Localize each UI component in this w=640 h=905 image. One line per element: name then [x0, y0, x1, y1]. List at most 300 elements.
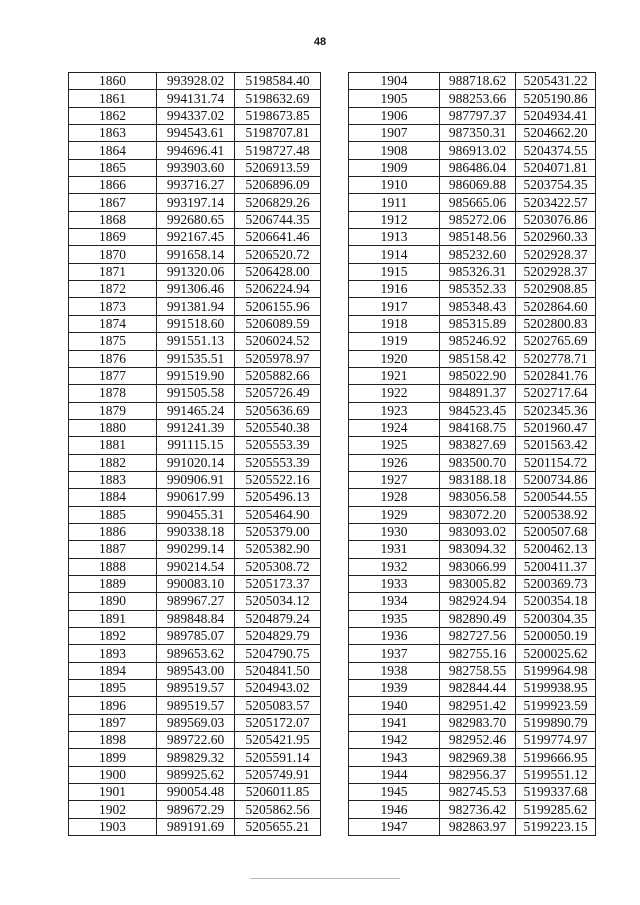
y-coordinate-cell: 5198707.81 — [235, 125, 321, 142]
x-coordinate-cell: 992167.45 — [157, 229, 235, 246]
point-number-cell: 1883 — [69, 471, 157, 488]
y-coordinate-cell: 5201563.42 — [516, 437, 596, 454]
x-coordinate-cell: 989191.69 — [157, 818, 235, 835]
y-coordinate-cell: 5202960.33 — [516, 229, 596, 246]
table-row — [349, 645, 596, 662]
point-number-cell: 1898 — [69, 732, 157, 749]
y-coordinate-cell: 5205591.14 — [235, 749, 321, 766]
table-row — [349, 229, 596, 246]
table-row — [349, 471, 596, 488]
x-coordinate-cell: 985148.56 — [440, 229, 516, 246]
point-number-cell: 1932 — [349, 558, 440, 575]
table-row — [69, 177, 321, 194]
x-coordinate-cell: 982983.70 — [440, 714, 516, 731]
point-number-cell: 1919 — [349, 333, 440, 350]
point-number-cell: 1878 — [69, 385, 157, 402]
x-coordinate-cell: 991658.14 — [157, 246, 235, 263]
y-coordinate-cell: 5206011.85 — [235, 784, 321, 801]
y-coordinate-cell: 5201154.72 — [516, 454, 596, 471]
table-row — [69, 489, 321, 506]
point-number-cell: 1924 — [349, 419, 440, 436]
x-coordinate-cell: 989829.32 — [157, 749, 235, 766]
x-coordinate-cell: 989967.27 — [157, 593, 235, 610]
table-row — [349, 437, 596, 454]
table-row — [69, 818, 321, 835]
y-coordinate-cell: 5200369.73 — [516, 575, 596, 592]
x-coordinate-cell: 989722.60 — [157, 732, 235, 749]
x-coordinate-cell: 983005.82 — [440, 575, 516, 592]
table-row — [69, 107, 321, 124]
x-coordinate-cell: 982924.94 — [440, 593, 516, 610]
x-coordinate-cell: 984891.37 — [440, 385, 516, 402]
table-row — [69, 801, 321, 818]
x-coordinate-cell: 982956.37 — [440, 766, 516, 783]
point-number-cell: 1923 — [349, 402, 440, 419]
x-coordinate-cell: 991320.06 — [157, 263, 235, 280]
table-row — [69, 645, 321, 662]
y-coordinate-cell: 5202778.71 — [516, 350, 596, 367]
point-number-cell: 1879 — [69, 402, 157, 419]
x-coordinate-cell: 989925.62 — [157, 766, 235, 783]
table-row — [69, 263, 321, 280]
table-left-body — [69, 73, 321, 836]
y-coordinate-cell: 5199337.68 — [516, 784, 596, 801]
x-coordinate-cell: 985158.42 — [440, 350, 516, 367]
x-coordinate-cell: 990299.14 — [157, 541, 235, 558]
point-number-cell: 1899 — [69, 749, 157, 766]
y-coordinate-cell: 5205172.07 — [235, 714, 321, 731]
y-coordinate-cell: 5203422.57 — [516, 194, 596, 211]
y-coordinate-cell: 5200462.13 — [516, 541, 596, 558]
x-coordinate-cell: 990214.54 — [157, 558, 235, 575]
table-row — [349, 350, 596, 367]
table-row — [69, 402, 321, 419]
y-coordinate-cell: 5198632.69 — [235, 90, 321, 107]
point-number-cell: 1872 — [69, 281, 157, 298]
y-coordinate-cell: 5202908.85 — [516, 281, 596, 298]
x-coordinate-cell: 991465.24 — [157, 402, 235, 419]
y-coordinate-cell: 5204829.79 — [235, 628, 321, 645]
table-row — [349, 454, 596, 471]
table-row — [69, 766, 321, 783]
table-row — [69, 471, 321, 488]
table-row — [69, 454, 321, 471]
table-row — [349, 142, 596, 159]
point-number-cell: 1888 — [69, 558, 157, 575]
table-row — [349, 489, 596, 506]
point-number-cell: 1890 — [69, 593, 157, 610]
y-coordinate-cell: 5206896.09 — [235, 177, 321, 194]
y-coordinate-cell: 5199964.98 — [516, 662, 596, 679]
point-number-cell: 1944 — [349, 766, 440, 783]
y-coordinate-cell: 5205083.57 — [235, 697, 321, 714]
point-number-cell: 1870 — [69, 246, 157, 263]
x-coordinate-cell: 990054.48 — [157, 784, 235, 801]
point-number-cell: 1947 — [349, 818, 440, 835]
x-coordinate-cell: 983066.99 — [440, 558, 516, 575]
table-row — [69, 680, 321, 697]
table-row — [349, 333, 596, 350]
x-coordinate-cell: 994543.61 — [157, 125, 235, 142]
x-coordinate-cell: 991115.15 — [157, 437, 235, 454]
x-coordinate-cell: 994337.02 — [157, 107, 235, 124]
y-coordinate-cell: 5205034.12 — [235, 593, 321, 610]
point-number-cell: 1910 — [349, 177, 440, 194]
table-row — [349, 784, 596, 801]
point-number-cell: 1860 — [69, 73, 157, 90]
x-coordinate-cell: 990906.91 — [157, 471, 235, 488]
y-coordinate-cell: 5200354.18 — [516, 593, 596, 610]
y-coordinate-cell: 5199223.15 — [516, 818, 596, 835]
table-row — [69, 541, 321, 558]
table-row — [349, 680, 596, 697]
point-number-cell: 1917 — [349, 298, 440, 315]
point-number-cell: 1867 — [69, 194, 157, 211]
point-number-cell: 1877 — [69, 367, 157, 384]
y-coordinate-cell: 5205553.39 — [235, 454, 321, 471]
x-coordinate-cell: 982844.44 — [440, 680, 516, 697]
y-coordinate-cell: 5202345.36 — [516, 402, 596, 419]
table-row — [349, 367, 596, 384]
point-number-cell: 1911 — [349, 194, 440, 211]
y-coordinate-cell: 5202928.37 — [516, 263, 596, 280]
x-coordinate-cell: 985315.89 — [440, 315, 516, 332]
coordinates-table-left — [68, 72, 321, 836]
point-number-cell: 1909 — [349, 159, 440, 176]
y-coordinate-cell: 5205173.37 — [235, 575, 321, 592]
page-number: 48 — [313, 36, 327, 48]
table-row — [69, 333, 321, 350]
point-number-cell: 1933 — [349, 575, 440, 592]
point-number-cell: 1874 — [69, 315, 157, 332]
y-coordinate-cell: 5205522.16 — [235, 471, 321, 488]
table-row — [69, 194, 321, 211]
x-coordinate-cell: 982951.42 — [440, 697, 516, 714]
table-row — [69, 575, 321, 592]
y-coordinate-cell: 5205496.13 — [235, 489, 321, 506]
x-coordinate-cell: 993903.60 — [157, 159, 235, 176]
table-row — [69, 367, 321, 384]
table-row — [349, 766, 596, 783]
table-row — [69, 749, 321, 766]
x-coordinate-cell: 987350.31 — [440, 125, 516, 142]
x-coordinate-cell: 991519.90 — [157, 367, 235, 384]
point-number-cell: 1934 — [349, 593, 440, 610]
table-row — [349, 541, 596, 558]
table-row — [69, 628, 321, 645]
y-coordinate-cell: 5198727.48 — [235, 142, 321, 159]
x-coordinate-cell: 989672.29 — [157, 801, 235, 818]
y-coordinate-cell: 5202765.69 — [516, 333, 596, 350]
y-coordinate-cell: 5204934.41 — [516, 107, 596, 124]
point-number-cell: 1936 — [349, 628, 440, 645]
y-coordinate-cell: 5205978.97 — [235, 350, 321, 367]
table-row — [349, 73, 596, 90]
y-coordinate-cell: 5205379.00 — [235, 523, 321, 540]
point-number-cell: 1916 — [349, 281, 440, 298]
table-row — [349, 298, 596, 315]
x-coordinate-cell: 993928.02 — [157, 73, 235, 90]
y-coordinate-cell: 5204841.50 — [235, 662, 321, 679]
y-coordinate-cell: 5205382.90 — [235, 541, 321, 558]
y-coordinate-cell: 5199890.79 — [516, 714, 596, 731]
point-number-cell: 1881 — [69, 437, 157, 454]
point-number-cell: 1937 — [349, 645, 440, 662]
x-coordinate-cell: 993716.27 — [157, 177, 235, 194]
x-coordinate-cell: 993197.14 — [157, 194, 235, 211]
x-coordinate-cell: 989569.03 — [157, 714, 235, 731]
table-row — [69, 350, 321, 367]
coordinates-table-right — [348, 72, 596, 836]
point-number-cell: 1926 — [349, 454, 440, 471]
table-row — [69, 732, 321, 749]
y-coordinate-cell: 5200544.55 — [516, 489, 596, 506]
y-coordinate-cell: 5205540.38 — [235, 419, 321, 436]
x-coordinate-cell: 989543.00 — [157, 662, 235, 679]
table-row — [349, 385, 596, 402]
table-row — [69, 298, 321, 315]
point-number-cell: 1913 — [349, 229, 440, 246]
x-coordinate-cell: 989519.57 — [157, 680, 235, 697]
point-number-cell: 1882 — [69, 454, 157, 471]
y-coordinate-cell: 5205882.66 — [235, 367, 321, 384]
table-row — [69, 281, 321, 298]
x-coordinate-cell: 989519.57 — [157, 697, 235, 714]
y-coordinate-cell: 5200304.35 — [516, 610, 596, 627]
table-row — [349, 714, 596, 731]
x-coordinate-cell: 985232.60 — [440, 246, 516, 263]
x-coordinate-cell: 990338.18 — [157, 523, 235, 540]
x-coordinate-cell: 986486.04 — [440, 159, 516, 176]
table-row — [349, 697, 596, 714]
point-number-cell: 1897 — [69, 714, 157, 731]
point-number-cell: 1929 — [349, 506, 440, 523]
point-number-cell: 1922 — [349, 385, 440, 402]
table-row — [349, 662, 596, 679]
x-coordinate-cell: 988253.66 — [440, 90, 516, 107]
point-number-cell: 1873 — [69, 298, 157, 315]
y-coordinate-cell: 5206024.52 — [235, 333, 321, 350]
point-number-cell: 1914 — [349, 246, 440, 263]
y-coordinate-cell: 5205636.69 — [235, 402, 321, 419]
x-coordinate-cell: 985246.92 — [440, 333, 516, 350]
table-row — [349, 315, 596, 332]
table-row — [349, 523, 596, 540]
point-number-cell: 1892 — [69, 628, 157, 645]
table-row — [69, 662, 321, 679]
x-coordinate-cell: 990083.10 — [157, 575, 235, 592]
table-row — [349, 628, 596, 645]
y-coordinate-cell: 5206155.96 — [235, 298, 321, 315]
table-row — [349, 732, 596, 749]
y-coordinate-cell: 5200734.86 — [516, 471, 596, 488]
point-number-cell: 1887 — [69, 541, 157, 558]
x-coordinate-cell: 988718.62 — [440, 73, 516, 90]
y-coordinate-cell: 5205553.39 — [235, 437, 321, 454]
x-coordinate-cell: 989785.07 — [157, 628, 235, 645]
point-number-cell: 1875 — [69, 333, 157, 350]
y-coordinate-cell: 5199774.97 — [516, 732, 596, 749]
table-row — [349, 263, 596, 280]
point-number-cell: 1912 — [349, 211, 440, 228]
bottom-rule — [250, 878, 400, 879]
y-coordinate-cell: 5204662.20 — [516, 125, 596, 142]
table-row — [349, 610, 596, 627]
point-number-cell: 1863 — [69, 125, 157, 142]
y-coordinate-cell: 5206641.46 — [235, 229, 321, 246]
y-coordinate-cell: 5199666.95 — [516, 749, 596, 766]
table-row — [349, 749, 596, 766]
table-row — [69, 523, 321, 540]
point-number-cell: 1930 — [349, 523, 440, 540]
y-coordinate-cell: 5200025.62 — [516, 645, 596, 662]
point-number-cell: 1865 — [69, 159, 157, 176]
y-coordinate-cell: 5198673.85 — [235, 107, 321, 124]
point-number-cell: 1908 — [349, 142, 440, 159]
point-number-cell: 1945 — [349, 784, 440, 801]
y-coordinate-cell: 5205190.86 — [516, 90, 596, 107]
x-coordinate-cell: 991241.39 — [157, 419, 235, 436]
point-number-cell: 1906 — [349, 107, 440, 124]
x-coordinate-cell: 990617.99 — [157, 489, 235, 506]
point-number-cell: 1903 — [69, 818, 157, 835]
table-row — [349, 90, 596, 107]
point-number-cell: 1921 — [349, 367, 440, 384]
table-row — [69, 593, 321, 610]
x-coordinate-cell: 984168.75 — [440, 419, 516, 436]
table-row — [69, 610, 321, 627]
x-coordinate-cell: 982863.97 — [440, 818, 516, 835]
x-coordinate-cell: 983188.18 — [440, 471, 516, 488]
y-coordinate-cell: 5204879.24 — [235, 610, 321, 627]
x-coordinate-cell: 983056.58 — [440, 489, 516, 506]
table-row — [69, 506, 321, 523]
point-number-cell: 1941 — [349, 714, 440, 731]
point-number-cell: 1862 — [69, 107, 157, 124]
x-coordinate-cell: 987797.37 — [440, 107, 516, 124]
point-number-cell: 1891 — [69, 610, 157, 627]
x-coordinate-cell: 985326.31 — [440, 263, 516, 280]
table-row — [349, 818, 596, 835]
y-coordinate-cell: 5206428.00 — [235, 263, 321, 280]
table-row — [69, 211, 321, 228]
point-number-cell: 1889 — [69, 575, 157, 592]
table-row — [349, 593, 596, 610]
y-coordinate-cell: 5205655.21 — [235, 818, 321, 835]
y-coordinate-cell: 5204374.55 — [516, 142, 596, 159]
point-number-cell: 1884 — [69, 489, 157, 506]
table-row — [349, 419, 596, 436]
y-coordinate-cell: 5198584.40 — [235, 73, 321, 90]
point-number-cell: 1894 — [69, 662, 157, 679]
x-coordinate-cell: 982758.55 — [440, 662, 516, 679]
y-coordinate-cell: 5201960.47 — [516, 419, 596, 436]
point-number-cell: 1940 — [349, 697, 440, 714]
point-number-cell: 1869 — [69, 229, 157, 246]
x-coordinate-cell: 985022.90 — [440, 367, 516, 384]
x-coordinate-cell: 991381.94 — [157, 298, 235, 315]
y-coordinate-cell: 5200507.68 — [516, 523, 596, 540]
point-number-cell: 1928 — [349, 489, 440, 506]
x-coordinate-cell: 991020.14 — [157, 454, 235, 471]
y-coordinate-cell: 5202928.37 — [516, 246, 596, 263]
x-coordinate-cell: 994696.41 — [157, 142, 235, 159]
point-number-cell: 1893 — [69, 645, 157, 662]
y-coordinate-cell: 5206829.26 — [235, 194, 321, 211]
point-number-cell: 1902 — [69, 801, 157, 818]
point-number-cell: 1938 — [349, 662, 440, 679]
y-coordinate-cell: 5205464.90 — [235, 506, 321, 523]
x-coordinate-cell: 982745.53 — [440, 784, 516, 801]
table-row — [69, 714, 321, 731]
point-number-cell: 1907 — [349, 125, 440, 142]
x-coordinate-cell: 983500.70 — [440, 454, 516, 471]
table-row — [69, 697, 321, 714]
y-coordinate-cell: 5203754.35 — [516, 177, 596, 194]
y-coordinate-cell: 5205431.22 — [516, 73, 596, 90]
table-row — [349, 211, 596, 228]
table-row — [69, 125, 321, 142]
y-coordinate-cell: 5200538.92 — [516, 506, 596, 523]
table-row — [69, 246, 321, 263]
point-number-cell: 1943 — [349, 749, 440, 766]
x-coordinate-cell: 990455.31 — [157, 506, 235, 523]
point-number-cell: 1925 — [349, 437, 440, 454]
x-coordinate-cell: 982755.16 — [440, 645, 516, 662]
y-coordinate-cell: 5206089.59 — [235, 315, 321, 332]
table-row — [349, 402, 596, 419]
y-coordinate-cell: 5199938.95 — [516, 680, 596, 697]
point-number-cell: 1871 — [69, 263, 157, 280]
y-coordinate-cell: 5206913.59 — [235, 159, 321, 176]
table-row — [69, 784, 321, 801]
x-coordinate-cell: 989848.84 — [157, 610, 235, 627]
table-row — [349, 801, 596, 818]
x-coordinate-cell: 983094.32 — [440, 541, 516, 558]
table-row — [349, 246, 596, 263]
point-number-cell: 1915 — [349, 263, 440, 280]
y-coordinate-cell: 5205726.49 — [235, 385, 321, 402]
point-number-cell: 1905 — [349, 90, 440, 107]
table-row — [69, 558, 321, 575]
y-coordinate-cell: 5202864.60 — [516, 298, 596, 315]
x-coordinate-cell: 983072.20 — [440, 506, 516, 523]
point-number-cell: 1896 — [69, 697, 157, 714]
table-row — [349, 558, 596, 575]
point-number-cell: 1904 — [349, 73, 440, 90]
x-coordinate-cell: 982969.38 — [440, 749, 516, 766]
x-coordinate-cell: 984523.45 — [440, 402, 516, 419]
point-number-cell: 1900 — [69, 766, 157, 783]
table-row — [69, 315, 321, 332]
y-coordinate-cell: 5205308.72 — [235, 558, 321, 575]
table-row — [69, 229, 321, 246]
y-coordinate-cell: 5200050.19 — [516, 628, 596, 645]
x-coordinate-cell: 991505.58 — [157, 385, 235, 402]
table-row — [349, 506, 596, 523]
table-row — [69, 90, 321, 107]
point-number-cell: 1880 — [69, 419, 157, 436]
table-row — [69, 159, 321, 176]
table-row — [349, 575, 596, 592]
x-coordinate-cell: 991551.13 — [157, 333, 235, 350]
table-row — [349, 177, 596, 194]
x-coordinate-cell: 983093.02 — [440, 523, 516, 540]
x-coordinate-cell: 982727.56 — [440, 628, 516, 645]
y-coordinate-cell: 5206520.72 — [235, 246, 321, 263]
x-coordinate-cell: 991535.51 — [157, 350, 235, 367]
x-coordinate-cell: 991306.46 — [157, 281, 235, 298]
